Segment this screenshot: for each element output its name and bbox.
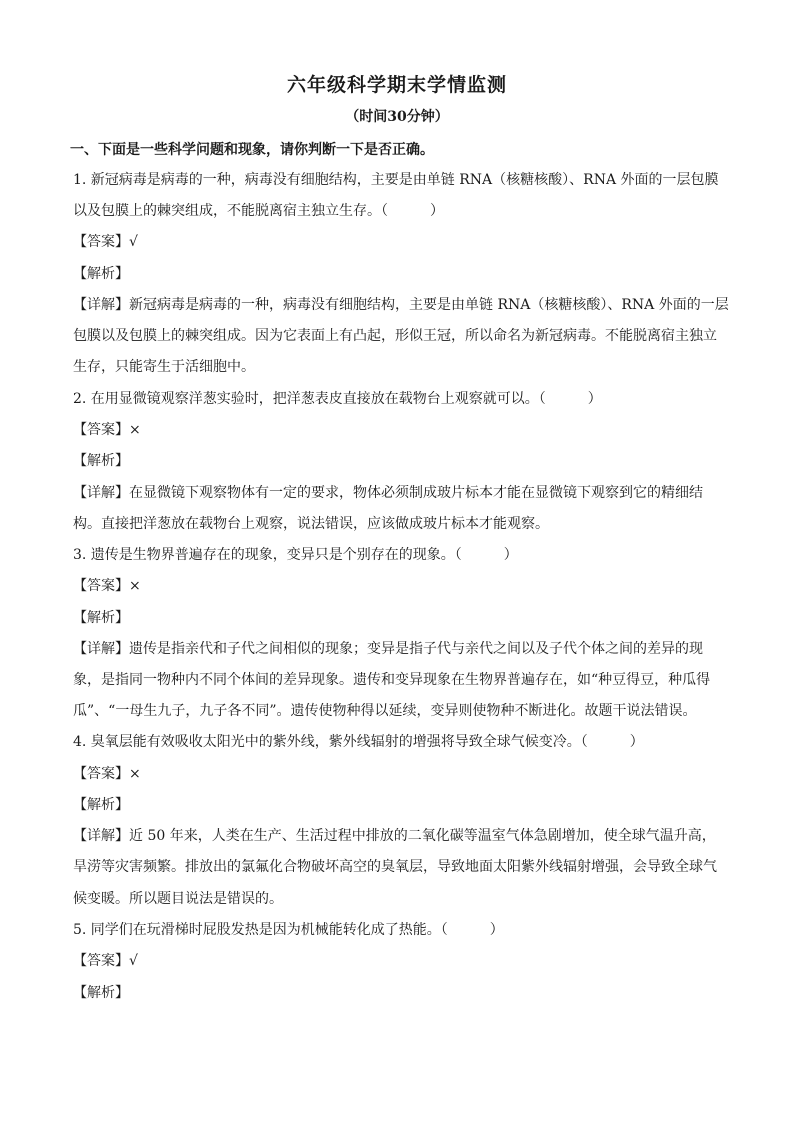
answer-mark: × bbox=[129, 766, 141, 782]
detail-label: 【详解】 bbox=[73, 828, 129, 844]
question-2-detail-line-2: 构。直接把洋葱放在载物台上观察，说法错误，应该做成玻片标本才能观察。 bbox=[73, 516, 549, 532]
answer-label: 【答案】 bbox=[73, 953, 129, 969]
question-1-detail-line-1 bbox=[73, 295, 733, 315]
detail-label: 【详解】 bbox=[73, 485, 129, 501]
question-1-detail-line-3: 生存，只能寄生于活细胞中。 bbox=[73, 359, 255, 375]
question-4-detail-line-1 bbox=[73, 826, 733, 846]
answer-mark: √ bbox=[129, 953, 138, 969]
detail-text: 遗传是指亲代和子代之间相似的现象；变异是指子代与亲代之间以及子代个体之间的差异的现 bbox=[129, 641, 703, 657]
question-4-analysis-label: 【解析】 bbox=[73, 797, 129, 813]
question-1-answer bbox=[73, 232, 733, 252]
question-3-detail-line-1 bbox=[73, 639, 733, 659]
question-3-detail-line-3: 瓜”、“一母生九子，九子各不同”。遗传使物种得以延续，变异则使物种不断进化。故题干说法错误。 bbox=[73, 703, 697, 719]
question-4-answer bbox=[73, 764, 733, 784]
page-title: 六年级科学期末学情监测 bbox=[286, 74, 507, 96]
answer-label: 【答案】 bbox=[73, 234, 129, 250]
question-3-answer bbox=[73, 576, 733, 596]
detail-text: 新冠病毒是病毒的一种，病毒没有细胞结构，主要是由单链 RNA（核糖核酸）、RNA 外面的一层 bbox=[129, 297, 729, 313]
answer-label: 【答案】 bbox=[73, 578, 129, 594]
answer-mark: × bbox=[129, 422, 141, 438]
question-3-analysis-label: 【解析】 bbox=[73, 610, 129, 626]
question-5-analysis-label: 【解析】 bbox=[73, 985, 129, 1001]
question-2-analysis-label: 【解析】 bbox=[73, 453, 129, 469]
question-1-detail-line-2: 包膜以及包膜上的棘突组成。因为它表面上有凸起，形似王冠，所以命名为新冠病毒。不能脱离宿主独立 bbox=[73, 328, 717, 344]
question-2-detail-line-1 bbox=[73, 483, 733, 503]
question-2-answer bbox=[73, 420, 733, 440]
answer-label: 【答案】 bbox=[73, 766, 129, 782]
question-4-detail-line-2: 旱涝等灾害频繁。排放出的氯氟化合物破坏高空的臭氧层，导致地面太阳紫外线辐射增强，会导致全球气 bbox=[73, 859, 717, 875]
answer-label: 【答案】 bbox=[73, 422, 129, 438]
question-4-line-1: 4. 臭氧层能有效吸收太阳光中的紫外线，紫外线辐射的增强将导致全球气候变冷。（ ） bbox=[73, 734, 644, 750]
detail-text: 近 50 年来，人类在生产、生活过程中排放的二氧化碳等温室气体急剧增加，使全球气温升高， bbox=[129, 828, 716, 844]
detail-label: 【详解】 bbox=[73, 641, 129, 657]
answer-mark: × bbox=[129, 578, 141, 594]
question-2-line-1: 2. 在用显微镜观察洋葱实验时，把洋葱表皮直接放在载物台上观察就可以。（ ） bbox=[73, 391, 602, 407]
question-3-detail-line-2: 象，是指同一物种内不同个体间的差异现象。遗传和变异现象在生物界普遍存在，如“种豆得豆，种瓜得 bbox=[73, 672, 711, 688]
detail-text: 在显微镜下观察物体有一定的要求，物体必须制成玻片标本才能在显微镜下观察到它的精细结 bbox=[129, 485, 703, 501]
question-1-line-1: 1. 新冠病毒是病毒的一种，病毒没有细胞结构，主要是由单链 RNA（核糖核酸）、RNA 外面的一层包膜 bbox=[73, 172, 719, 188]
question-4-detail-line-3: 候变暖。所以题目说法是错误的。 bbox=[73, 891, 283, 907]
question-1-line-2: 以及包膜上的棘突组成，不能脱离宿主独立生存。（ ） bbox=[73, 203, 444, 219]
page-subtitle: （时间30分钟） bbox=[345, 109, 449, 125]
question-5-line-1: 5. 同学们在玩滑梯时屁股发热是因为机械能转化成了热能。（ ） bbox=[73, 922, 504, 938]
question-3-line-1: 3. 遗传是生物界普遍存在的现象，变异只是个别存在的现象。（ ） bbox=[73, 547, 518, 563]
answer-mark: √ bbox=[129, 234, 138, 250]
detail-label: 【详解】 bbox=[73, 297, 129, 313]
question-1-analysis-label: 【解析】 bbox=[73, 266, 129, 282]
section-heading: 一、下面是一些科学问题和现象，请你判断一下是否正确。 bbox=[70, 142, 434, 158]
question-5-answer bbox=[73, 951, 733, 971]
